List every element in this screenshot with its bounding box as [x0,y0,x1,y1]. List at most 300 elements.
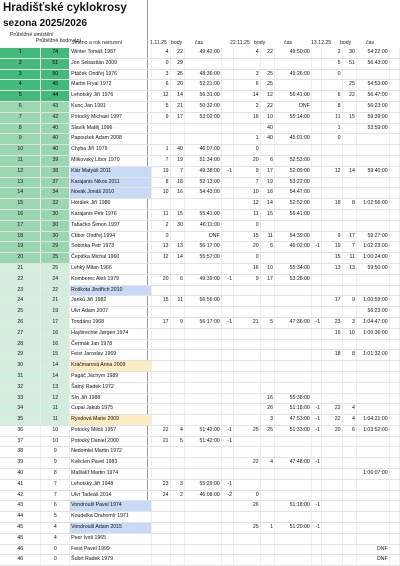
cell-r1-points[interactable]: 17 [170,112,184,123]
cell-points-total[interactable]: 4 [41,523,70,534]
cell-name[interactable]: Koudelka Drahomír 1971 [70,512,152,523]
cell-r3-points[interactable] [342,490,356,501]
cell-r3-pen[interactable] [389,371,399,382]
cell-r3-time[interactable]: 1:01:32:00 [356,350,389,361]
cell-r2-pen[interactable] [311,91,321,102]
cell-r3-pos[interactable]: 19 [322,242,342,253]
cell-r3-pos[interactable]: 11 [322,112,342,123]
cell-place[interactable]: 46 [0,555,41,566]
cell-name[interactable]: Winter Tomáš 1987 [70,48,152,58]
cell-r3-pen[interactable] [389,199,399,210]
cell-r2-pos[interactable] [234,350,261,361]
cell-r2-points[interactable]: 11 [260,231,274,242]
cell-r1-points[interactable]: 16 [170,188,184,199]
cell-name[interactable]: Vondroušl Adam 2015 [70,523,152,534]
table-row[interactable] [0,382,400,393]
cell-r2-points[interactable] [260,339,274,350]
cell-points-total[interactable]: 40 [41,134,70,145]
cell-r1-pos[interactable] [152,555,170,566]
cell-r2-points[interactable] [260,285,274,296]
table-row[interactable] [0,296,400,307]
cell-r1-points[interactable]: 22 [170,48,184,58]
cell-r2-time[interactable]: 49:50:00 [274,48,311,58]
cell-r1-pos[interactable]: 19 [152,166,170,177]
cell-r1-time[interactable] [184,328,221,339]
cell-r2-pos[interactable]: 16 [234,112,261,123]
cell-r3-pen[interactable] [389,425,399,436]
cell-points-total[interactable]: 43 [41,101,70,112]
cell-r3-pen[interactable] [389,263,399,274]
cell-r2-time[interactable]: 51:18:00 [274,501,311,512]
cell-place[interactable]: 2 [0,58,41,69]
cell-r1-points[interactable]: 18 [170,177,184,188]
cell-r2-time[interactable]: 55:14:00 [274,112,311,123]
cell-r3-pos[interactable] [322,436,342,447]
cell-place[interactable]: 29 [0,350,41,361]
cell-place[interactable]: 39 [0,458,41,469]
cell-r1-pos[interactable]: 0 [152,231,170,242]
cell-r1-points[interactable] [170,285,184,296]
cell-r2-points[interactable] [260,436,274,447]
cell-r3-pen[interactable] [389,112,399,123]
cell-points-total[interactable]: 15 [41,350,70,361]
table-row[interactable] [0,458,400,469]
cell-r2-pos[interactable]: 0 [234,490,261,501]
cell-points-total[interactable]: 25 [41,263,70,274]
cell-place[interactable]: 35 [0,415,41,426]
cell-place[interactable]: 4 [0,80,41,91]
cell-r2-pen[interactable] [311,123,321,134]
cell-r1-points[interactable] [170,523,184,534]
cell-place[interactable]: 25 [0,307,41,318]
cell-r1-pen[interactable] [221,91,233,102]
cell-r1-time[interactable]: 51:42:00 [184,425,221,436]
cell-r2-pen[interactable] [311,285,321,296]
cell-r2-pos[interactable]: 21 [234,317,261,328]
cell-r1-points[interactable] [170,328,184,339]
cell-name[interactable]: Karajanis Nikos 2011 [70,177,152,188]
cell-r2-points[interactable]: 19 [260,177,274,188]
cell-r3-time[interactable] [356,371,389,382]
cell-r1-time[interactable]: 53:02:00 [184,112,221,123]
cell-r3-pen[interactable] [389,123,399,134]
cell-place[interactable]: 40 [0,469,41,480]
cell-r1-pos[interactable] [152,469,170,480]
cell-r2-pen[interactable] [311,166,321,177]
cell-name[interactable]: Kunc Jan 1991 [70,101,152,112]
cell-r1-pos[interactable]: 1 [152,145,170,156]
cell-r1-pen[interactable] [221,80,233,91]
cell-r1-pos[interactable] [152,339,170,350]
cell-r2-time[interactable]: 47:48:00 [274,458,311,469]
cell-points-total[interactable]: 9 [41,458,70,469]
cell-r2-points[interactable] [260,350,274,361]
cell-r1-points[interactable]: 15 [170,209,184,220]
cell-r1-pos[interactable] [152,533,170,544]
cell-r3-pos[interactable] [322,382,342,393]
cell-r3-time[interactable] [356,533,389,544]
cell-r2-time[interactable] [274,512,311,523]
table-row[interactable] [0,231,400,242]
cell-name[interactable]: Haybrechte Jørgen 1974 [70,328,152,339]
cell-r2-time[interactable]: DNF [274,101,311,112]
cell-r2-pen[interactable]: -1 [311,425,321,436]
cell-r2-points[interactable]: 40 [260,123,274,134]
cell-r3-time[interactable]: 53:59:00 [356,123,389,134]
cell-place[interactable]: 1 [0,48,41,58]
cell-r1-pos[interactable] [152,307,170,318]
cell-place[interactable]: 22 [0,274,41,285]
cell-r1-time[interactable]: 49:42:00 [184,48,221,58]
cell-r3-pos[interactable]: 18 [322,199,342,210]
cell-r2-pos[interactable]: 7 [234,177,261,188]
cell-r2-time[interactable]: 49:26:00 [274,69,311,80]
cell-r1-points[interactable]: 4 [170,425,184,436]
cell-r3-points[interactable]: 25 [342,80,356,91]
cell-name[interactable]: Jon Sebastián 2009 [70,58,152,69]
cell-r2-pen[interactable] [311,48,321,58]
cell-r2-pos[interactable]: 16 [234,263,261,274]
table-row[interactable] [0,145,400,156]
cell-r1-pos[interactable]: 0 [152,58,170,69]
cell-r2-time[interactable]: 52:52:00 [274,199,311,210]
cell-r1-points[interactable] [170,199,184,210]
cell-r3-time[interactable]: 56:47:00 [356,91,389,102]
cell-r2-pos[interactable] [234,469,261,480]
cell-r2-points[interactable] [260,544,274,555]
cell-r1-time[interactable]: 56:17:00 [184,242,221,253]
cell-r3-pen[interactable] [389,209,399,220]
cell-r3-time[interactable]: 59:40:00 [356,166,389,177]
cell-r3-pen[interactable] [389,350,399,361]
cell-r3-points[interactable]: 9 [342,296,356,307]
cell-r2-pos[interactable] [234,436,261,447]
cell-r3-time[interactable] [356,209,389,220]
cell-r1-time[interactable] [184,58,221,69]
cell-r3-time[interactable] [356,447,389,458]
cell-r1-points[interactable] [170,512,184,523]
cell-name[interactable]: Kráčmarová Anna 2009 [70,361,152,372]
cell-r3-pos[interactable]: 23 [322,317,342,328]
cell-r1-time[interactable] [184,458,221,469]
cell-r2-points[interactable]: 26 [260,404,274,415]
table-row[interactable] [0,523,400,534]
cell-r3-pos[interactable]: 22 [322,415,342,426]
cell-r1-time[interactable]: 51:42:00 [184,436,221,447]
cell-r1-pos[interactable]: 17 [152,317,170,328]
cell-r2-points[interactable]: 16 [260,393,274,404]
cell-r1-pen[interactable] [221,555,233,566]
cell-r3-points[interactable]: 14 [342,166,356,177]
cell-r3-points[interactable]: 7 [342,242,356,253]
cell-r2-pos[interactable]: 1 [234,134,261,145]
cell-r3-points[interactable]: 3 [342,317,356,328]
cell-r3-pos[interactable] [322,80,342,91]
cell-r2-points[interactable] [260,328,274,339]
cell-r1-points[interactable] [170,533,184,544]
cell-place[interactable]: 7 [0,112,41,123]
cell-r2-pos[interactable] [234,479,261,490]
cell-r3-pos[interactable] [322,177,342,188]
cell-r3-pen[interactable] [389,393,399,404]
cell-r1-time[interactable]: 51:34:00 [184,155,221,166]
cell-place[interactable]: 15 [0,199,41,210]
cell-r3-pen[interactable] [389,404,399,415]
cell-r2-time[interactable]: 51:18:00 [274,404,311,415]
cell-r2-points[interactable]: 5 [260,317,274,328]
cell-r1-pen[interactable] [221,296,233,307]
cell-place[interactable]: 18 [0,231,41,242]
cell-r1-pos[interactable] [152,350,170,361]
cell-name[interactable]: Lehký Milan 1966 [70,263,152,274]
table-row[interactable] [0,123,400,134]
cell-r2-pen[interactable]: -1 [311,458,321,469]
cell-r3-points[interactable]: 10 [342,328,356,339]
cell-r2-pos[interactable] [234,404,261,415]
cell-r2-pen[interactable] [311,253,321,264]
cell-points-total[interactable]: 24 [41,274,70,285]
cell-r3-time[interactable] [356,188,389,199]
cell-r2-pos[interactable] [234,512,261,523]
cell-r2-pos[interactable] [234,555,261,566]
cell-r2-time[interactable] [274,123,311,134]
cell-r3-time[interactable]: 56:23:00 [356,307,389,318]
cell-r1-pen[interactable] [221,58,233,69]
cell-r2-time[interactable]: 56:41:00 [274,91,311,102]
cell-r2-points[interactable]: 12 [260,91,274,102]
table-row[interactable] [0,317,400,328]
cell-r2-pos[interactable]: 6 [234,80,261,91]
cell-r2-pos[interactable]: 25 [234,425,261,436]
cell-r3-pen[interactable] [389,253,399,264]
cell-r1-time[interactable] [184,501,221,512]
cell-points-total[interactable]: 16 [41,339,70,350]
cell-r3-pen[interactable] [389,382,399,393]
cell-r3-pos[interactable]: 18 [322,350,342,361]
cell-name[interactable]: Ryndová Marie 2009 [70,415,152,426]
cell-r3-pos[interactable] [322,523,342,534]
cell-r3-points[interactable]: 8 [342,199,356,210]
cell-r3-time[interactable] [356,220,389,231]
cell-r2-pos[interactable]: 14 [234,91,261,102]
cell-r3-points[interactable]: 4 [342,415,356,426]
cell-r3-points[interactable] [342,177,356,188]
cell-r2-points[interactable] [260,490,274,501]
cell-r3-time[interactable]: 1:04:21:00 [356,415,389,426]
cell-r3-pen[interactable] [389,512,399,523]
cell-r3-pen[interactable] [389,242,399,253]
cell-place[interactable]: 36 [0,425,41,436]
cell-r1-pen[interactable] [221,382,233,393]
cell-r1-pos[interactable]: 10 [152,188,170,199]
cell-r2-points[interactable]: 10 [260,112,274,123]
cell-r1-pen[interactable] [221,512,233,523]
cell-r2-time[interactable] [274,220,311,231]
cell-points-total[interactable]: 42 [41,112,70,123]
cell-r1-time[interactable] [184,134,221,145]
cell-r2-pen[interactable] [311,544,321,555]
cell-r1-pos[interactable] [152,328,170,339]
cell-r1-pos[interactable] [152,285,170,296]
cell-r2-pos[interactable]: 4 [234,48,261,58]
cell-r1-pen[interactable] [221,307,233,318]
cell-r1-time[interactable] [184,263,221,274]
cell-r3-pos[interactable] [322,469,342,480]
table-row[interactable] [0,328,400,339]
cell-r3-time[interactable] [356,145,389,156]
cell-r1-time[interactable] [184,555,221,566]
cell-r1-time[interactable] [184,307,221,318]
cell-r2-pen[interactable] [311,263,321,274]
cell-place[interactable]: 23 [0,285,41,296]
cell-r1-pos[interactable]: 23 [152,479,170,490]
cell-place[interactable]: 11 [0,155,41,166]
cell-r1-points[interactable] [170,404,184,415]
cell-r2-points[interactable] [260,469,274,480]
cell-place[interactable]: 41 [0,479,41,490]
cell-r1-time[interactable] [184,523,221,534]
cell-r3-points[interactable] [342,101,356,112]
cell-points-total[interactable]: 14 [41,361,70,372]
cell-name[interactable]: Lehotský Jiří 1948 [70,479,152,490]
cell-r2-points[interactable]: 25 [260,69,274,80]
cell-r3-pen[interactable] [389,469,399,480]
cell-r3-points[interactable] [342,544,356,555]
cell-r2-time[interactable]: 55:38:00 [274,393,311,404]
cell-r3-pen[interactable] [389,48,399,58]
cell-r3-pos[interactable]: 22 [322,404,342,415]
cell-place[interactable]: 14 [0,188,41,199]
cell-r1-time[interactable] [184,199,221,210]
cell-r2-pos[interactable] [234,382,261,393]
cell-place[interactable]: 45 [0,533,41,544]
cell-r3-pen[interactable] [389,501,399,512]
cell-r2-points[interactable] [260,361,274,372]
cell-r2-pen[interactable] [311,274,321,285]
cell-r3-points[interactable] [342,523,356,534]
cell-r2-pen[interactable] [311,490,321,501]
table-row[interactable] [0,555,400,566]
cell-name[interactable]: Potocký Michael 1997 [70,112,152,123]
cell-r2-time[interactable] [274,145,311,156]
cell-r1-pen[interactable] [221,371,233,382]
cell-r1-pos[interactable] [152,544,170,555]
cell-points-total[interactable]: 40 [41,123,70,134]
cell-r3-time[interactable] [356,512,389,523]
cell-r1-pos[interactable] [152,199,170,210]
cell-name[interactable]: Peer Ivoš 1965 [70,533,152,544]
cell-r3-pen[interactable] [389,458,399,469]
cell-points-total[interactable]: 11 [41,404,70,415]
cell-r1-time[interactable] [184,415,221,426]
cell-place[interactable]: 17 [0,220,41,231]
cell-r2-time[interactable] [274,469,311,480]
cell-r2-time[interactable]: 52:53:00 [274,155,311,166]
table-row[interactable] [0,350,400,361]
cell-r2-pen[interactable] [311,296,321,307]
cell-r2-time[interactable]: 52:09:00 [274,166,311,177]
cell-r1-pen[interactable] [221,155,233,166]
cell-r3-pos[interactable] [322,533,342,544]
cell-r1-pos[interactable] [152,447,170,458]
cell-r2-time[interactable] [274,253,311,264]
cell-r2-pos[interactable]: 9 [234,166,261,177]
table-row[interactable] [0,69,400,80]
table-row[interactable] [0,177,400,188]
cell-r2-points[interactable] [260,371,274,382]
cell-points-total[interactable]: 30 [41,209,70,220]
cell-r1-pen[interactable] [221,69,233,80]
cell-points-total[interactable]: 38 [41,166,70,177]
cell-r2-pos[interactable]: 20 [234,242,261,253]
cell-r3-points[interactable] [342,220,356,231]
cell-r3-points[interactable] [342,447,356,458]
cell-r1-points[interactable] [170,469,184,480]
cell-r3-time[interactable]: 54:53:00 [356,80,389,91]
cell-points-total[interactable]: 12 [41,393,70,404]
cell-r1-pen[interactable] [221,48,233,58]
cell-r2-time[interactable]: 46:02:00 [274,242,311,253]
cell-r3-points[interactable] [342,469,356,480]
table-row[interactable] [0,512,400,523]
cell-r3-time[interactable]: DNF [356,555,389,566]
cell-place[interactable]: 16 [0,209,41,220]
table-row[interactable] [0,134,400,145]
cell-points-total[interactable]: 16 [41,328,70,339]
table-row[interactable] [0,501,400,512]
cell-place[interactable]: 34 [0,404,41,415]
cell-r2-points[interactable] [260,555,274,566]
table-row[interactable] [0,533,400,544]
cell-name[interactable]: Lehotský Jiří 1976 [70,91,152,102]
cell-r1-pen[interactable] [221,328,233,339]
cell-r3-time[interactable]: 1:04:47:00 [356,317,389,328]
cell-r1-time[interactable] [184,371,221,382]
cell-r3-points[interactable] [342,382,356,393]
cell-r2-pen[interactable] [311,58,321,69]
cell-r2-time[interactable] [274,361,311,372]
cell-r3-pos[interactable]: 20 [322,425,342,436]
cell-r2-pos[interactable] [234,544,261,555]
cell-name[interactable]: Ctibor Ondřej 1994 [70,231,152,242]
cell-r3-pos[interactable] [322,512,342,523]
cell-r3-pen[interactable] [389,307,399,318]
cell-r3-time[interactable]: 59:39:00 [356,112,389,123]
cell-name[interactable]: Ptáček Ondřej 1976 [70,69,152,80]
cell-r1-pen[interactable] [221,469,233,480]
cell-r3-pos[interactable] [322,188,342,199]
cell-r2-time[interactable] [274,285,311,296]
cell-r1-time[interactable] [184,361,221,372]
cell-r3-time[interactable]: 56:43:00 [356,58,389,69]
cell-name[interactable]: Mašlalíř Martin 1974 [70,469,152,480]
cell-r1-pen[interactable] [221,253,233,264]
cell-name[interactable]: Nedomlel Martin 1972 [70,447,152,458]
cell-r1-time[interactable]: 52:21:00 [184,80,221,91]
cell-r2-pos[interactable] [234,307,261,318]
cell-points-total[interactable]: 29 [41,242,70,253]
cell-r1-pen[interactable] [221,263,233,274]
cell-r2-points[interactable]: 40 [260,134,274,145]
cell-r1-pos[interactable] [152,371,170,382]
cell-r1-pos[interactable] [152,415,170,426]
cell-r3-points[interactable]: 8 [342,350,356,361]
cell-r3-points[interactable] [342,371,356,382]
cell-r2-points[interactable] [260,253,274,264]
cell-r1-time[interactable] [184,469,221,480]
cell-r1-time[interactable]: 49:38:00 [184,166,221,177]
cell-r3-time[interactable] [356,177,389,188]
